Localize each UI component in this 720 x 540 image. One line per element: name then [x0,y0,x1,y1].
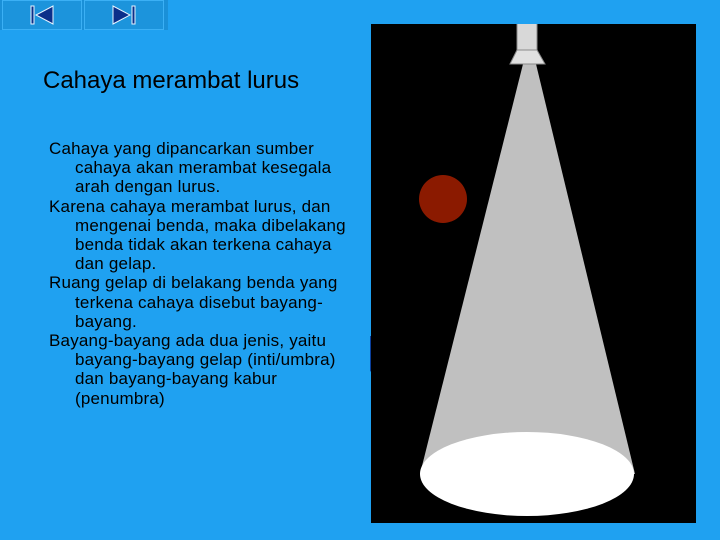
light-beam [420,64,635,474]
light-illustration-panel [371,24,696,523]
lamp-head [510,50,545,64]
last-slide-button[interactable] [84,0,164,30]
opaque-ball [419,175,467,223]
light-illustration [371,24,696,523]
slide-body [49,139,359,408]
lit-area [420,432,634,516]
paragraph-object-shadow: Karena cahaya merambat lurus, dan mengenai benda, maka dibelakang benda tidak akan terkena cahaya dan gelap. [49,196,346,274]
navigation-bar [0,0,168,30]
first-slide-icon [27,4,57,26]
last-slide-icon [109,4,139,26]
paragraph-shadow-definition: Ruang gelap di belakang benda yang terkena cahaya disebut bayang-bayang. [49,273,338,331]
first-slide-button[interactable] [2,0,82,30]
paragraph-light-propagation: Cahaya yang dipancarkan sumber cahaya akan merambat kesegala arah dengan lurus. [49,139,332,197]
slide-title: Cahaya merambat lurus [43,67,300,94]
paragraph-shadow-types: Bayang-bayang ada dua jenis, yaitu bayang-bayang gelap (inti/umbra) dan bayang-bayang kabur (penumbra) [49,331,336,408]
lamp-body [517,24,537,50]
